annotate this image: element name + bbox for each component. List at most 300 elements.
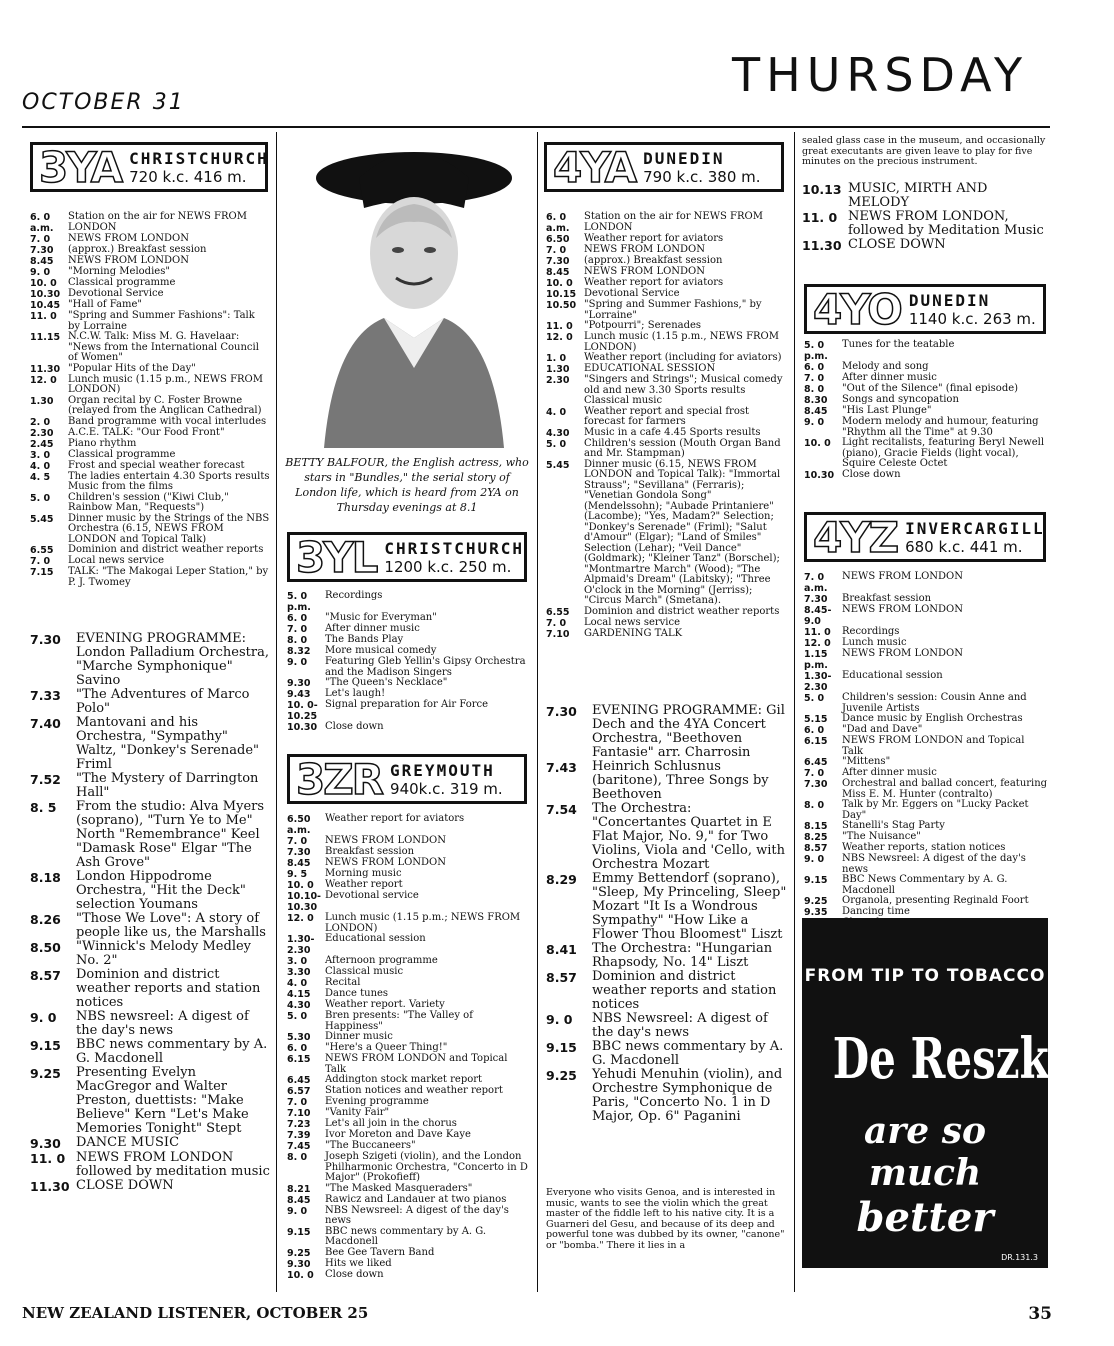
programme-time: 6. 0 [804, 362, 825, 373]
programme-title: Lunch music (1.15 p.m., NEWS FROM LONDON) [584, 331, 779, 353]
programme-list-4ya [546, 212, 788, 640]
programme-title: Emmy Bettendorf (soprano), "Sleep, My Princeling, Sleep" Mozart "It Is a Wondrous Sympathy" "How Like a Flower Thou Bloomest" Liszt [592, 871, 787, 942]
programme-title: "Dad and Dave" [842, 724, 923, 735]
programme-title: Dominion and district weather reports and station notices [592, 969, 777, 1012]
programme-entry [804, 572, 1048, 594]
programme-entry [30, 1136, 270, 1151]
station-logo-3yl: 3YL CHRISTCHURCH 1200 k.c. 250 m. [287, 532, 527, 582]
programme-entry [30, 716, 270, 772]
programme-title: Recital [325, 977, 361, 988]
programme-title: Classical music [325, 966, 404, 977]
programme-entry [30, 375, 270, 396]
programme-time: 9.30 [30, 1136, 61, 1151]
programme-title: Devotional Service [584, 288, 680, 299]
programme-time: 11. 0 [802, 210, 838, 225]
programme-time: 8.45 [546, 267, 570, 278]
programme-title: NEWS FROM LONDON [842, 604, 963, 615]
programme-time: 9. 0 [287, 657, 308, 668]
programme-time: 10.15 [546, 289, 577, 300]
programme-time: 8. 0 [804, 384, 825, 395]
programme-title: Yehudi Menuhin (violin), and Orchestre Symphonique de Paris, "Concerto No. 1 in D Major, Op. 6" Paganini [592, 1067, 783, 1124]
programme-title: "Out of the Silence" (final episode) [842, 383, 1019, 394]
programme-title: Organ recital by C. Foster Browne (relayed from the Anglican Cathedral) [68, 394, 262, 416]
programme-entry [804, 907, 1048, 918]
programme-title: After dinner music [842, 372, 937, 383]
programme-entry [546, 760, 788, 802]
programme-time: 11.30 [802, 238, 842, 253]
programme-title: Close down [842, 468, 901, 480]
programme-title: "Winnick's Melody Medley No. 2" [76, 939, 252, 968]
station-logo-4ya: 4YA DUNEDIN 790 k.c. 380 m. [544, 142, 784, 192]
programme-time: 9.15 [546, 1040, 577, 1055]
programme-time: 8. 5 [30, 800, 57, 815]
programme-title: Melody and song [842, 361, 929, 372]
programme-entry [30, 461, 270, 472]
programme-entry [287, 1097, 531, 1108]
programme-entry [546, 942, 788, 970]
programme-title: Children's session: Cousin Anne and Juvenile Artists [842, 692, 1027, 714]
programme-time: 8.29 [546, 872, 577, 887]
programme-entry [30, 417, 270, 428]
programme-time: 7.45 [287, 1141, 311, 1152]
programme-time: 6.15 [287, 1054, 311, 1065]
programme-time: 8.18 [30, 870, 61, 885]
programme-entry [546, 802, 788, 872]
programme-time: 10.30 [30, 289, 61, 300]
programme-time: 6. 0 [804, 725, 825, 736]
programme-time: 8.15 [804, 821, 828, 832]
programme-time: 6.45 [804, 757, 828, 768]
programme-time: 11.15 [30, 332, 61, 343]
programme-time: 2.30 [30, 427, 54, 439]
programme-time: 5.15 [804, 714, 828, 725]
programme-title: NEWS FROM LONDON [325, 835, 446, 846]
programme-time: 9.30 [287, 1258, 311, 1270]
programme-title: EVENING PROGRAMME: London Palladium Orchestra, "Marche Symphonique" Savino [76, 631, 269, 688]
programme-time: 7. 0 [30, 234, 51, 245]
programme-title: Stanelli's Stag Party [842, 820, 945, 831]
programme-title: Close down [325, 721, 384, 732]
programme-title: NEWS FROM LONDON [584, 244, 705, 255]
programme-time: 7. 0 [287, 624, 308, 635]
column-divider [794, 132, 795, 1292]
programme-entry [30, 1151, 270, 1179]
programme-title: Lunch music (1.15 p.m., NEWS FROM LONDON) [68, 373, 263, 395]
programme-title: Dinner music by the Strings of the NBS Orchestra (6.15, NEWS FROM LONDON and Topical Talk) [68, 512, 270, 545]
programme-title: Music in a cafe 4.45 Sports results [584, 426, 761, 438]
programme-time: 6.15 [804, 736, 828, 747]
programme-time: 10.30 [804, 469, 835, 481]
programme-entry [30, 439, 270, 450]
programme-entry [287, 1248, 531, 1259]
date-heading: OCTOBER 31 [22, 90, 185, 115]
programme-entry [30, 1179, 270, 1194]
programme-title: Weather report for aviators [584, 233, 724, 244]
ad-line2: are so much [863, 1110, 986, 1194]
programme-time: 5.45 [546, 459, 570, 471]
programme-time: 9. 0 [30, 1010, 57, 1025]
programme-time: 5. 0 [287, 1011, 308, 1022]
programme-entry [30, 332, 270, 364]
programme-title: "Those We Love": A story of people like us, the Marshalls [76, 911, 266, 940]
programme-title: "Potpourri"; Serenades [584, 320, 702, 331]
programme-entry [287, 814, 531, 836]
programme-entry [287, 624, 531, 635]
programme-title: BBC news commentary by A. G. Macdonell [592, 1039, 784, 1068]
programme-title: London Hippodrome Orchestra, "Hit the Deck" selection Youmans [76, 869, 246, 912]
programme-entry [802, 238, 1050, 253]
programme-time: 6. 0 [287, 1043, 308, 1054]
programme-entry [804, 671, 1048, 693]
programme-title: Recordings [842, 626, 900, 637]
header-rule [22, 126, 1050, 128]
programme-time: 7. 0 [546, 617, 567, 629]
programme-title: Bren presents: "The Valley of Happiness" [325, 1010, 473, 1032]
programme-time: 7. 0 [30, 556, 51, 567]
programme-entry [804, 736, 1048, 757]
programme-title: EDUCATIONAL SESSION [584, 363, 716, 374]
programme-title: "The Mystery of Darrington Hall" [76, 771, 259, 800]
programme-entry [287, 1184, 531, 1195]
programme-entry [804, 854, 1048, 875]
programme-title: More musical comedy [325, 645, 437, 656]
programme-time: 10. 0 [30, 278, 57, 289]
programme-entry [287, 591, 531, 613]
programme-entry [30, 212, 270, 234]
programme-time: 10.13 [802, 182, 842, 197]
programme-time: 4.15 [287, 989, 311, 1000]
programme-time: 1.30 [546, 364, 570, 375]
ad-line3: better [856, 1194, 994, 1241]
programme-entry [804, 417, 1048, 438]
programme-entry [287, 956, 531, 967]
programme-title: From the studio: Alva Myers (soprano), "Turn Ye to Me" North "Remembrance" Keel "Damask Rose" Elgar "The Ash Grove" [76, 799, 265, 870]
programme-time: 7.30 [287, 847, 311, 858]
programme-entry [546, 428, 788, 439]
programme-time: 6.50 a.m. [287, 814, 311, 836]
closing-list-4ya [802, 182, 1050, 253]
programme-title: Close down [325, 1268, 384, 1280]
programme-entry [546, 212, 788, 234]
programme-time: 9.25 [30, 1066, 61, 1081]
programme-title: EVENING PROGRAMME: Gil Dech and the 4YA Concert Orchestra, "Beethoven Fantasie" arr. Charrosin [592, 703, 785, 760]
portrait-photo [314, 138, 514, 448]
programme-time: 9. 5 [287, 869, 308, 880]
programme-title: Ivor Moreton and Dave Kaye [325, 1129, 471, 1140]
programme-entry [30, 311, 270, 332]
programme-title: After dinner music [325, 623, 420, 634]
programme-entry [804, 470, 1048, 481]
programme-entry [30, 493, 270, 514]
programme-title: Piano rhythm [68, 437, 137, 449]
programme-entry [30, 968, 270, 1010]
programme-entry [804, 896, 1048, 907]
programme-entry [30, 1010, 270, 1038]
programme-title: CLOSE DOWN [76, 1178, 174, 1193]
programme-title: CLOSE DOWN [848, 237, 946, 252]
programme-entry [287, 1270, 531, 1281]
programme-list-4yz [804, 572, 1048, 929]
programme-title: Afternoon programme [325, 955, 438, 966]
programme-time: 9. 0 [30, 267, 51, 278]
programme-time: 10.30 [287, 722, 318, 733]
programme-time: 6. 0 a.m. [546, 212, 570, 234]
programme-time: 7. 0 a.m. [804, 572, 828, 594]
programme-time: 4. 0 [30, 460, 51, 472]
footer-publication: NEW ZEALAND LISTENER, OCTOBER 25 [22, 1304, 369, 1322]
programme-time: 8.45 [287, 1194, 311, 1206]
programme-time: 11.30 [30, 363, 61, 375]
programme-entry [804, 438, 1048, 470]
programme-title: Mantovani and his Orchestra, "Sympathy" Waltz, "Donkey's Serenade" Friml [76, 715, 259, 772]
programme-entry [287, 967, 531, 978]
programme-time: 9.43 [287, 689, 311, 700]
programme-time: 5. 0 [30, 492, 51, 504]
programme-time: 8.45 [804, 406, 828, 417]
programme-time: 1.30 [30, 395, 54, 407]
programme-entry [30, 289, 270, 300]
programme-title: BBC News Commentary by A. G. Macdonell [842, 874, 1008, 896]
programme-title: Frost and special weather forecast [68, 459, 245, 471]
programme-time: 9.15 [804, 875, 828, 886]
programme-entry [30, 870, 270, 912]
programme-time: 4. 0 [287, 978, 308, 989]
programme-title: "Popular Hits of the Day" [68, 362, 196, 374]
programme-time: 10. 0 [804, 438, 831, 449]
programme-title: Devotional Service [68, 288, 164, 299]
programme-time: 8.45 [287, 858, 311, 869]
programme-time: 9. 0 [804, 417, 825, 428]
programme-title: MUSIC, MIRTH AND MELODY [848, 181, 988, 210]
programme-title: "Music for Everyman" [325, 612, 437, 623]
programme-title: "Mittens" [842, 756, 891, 767]
programme-title: Weather report for aviators [325, 813, 465, 824]
programme-title: Station on the air for NEWS FROM LONDON [584, 211, 763, 233]
programme-time: 7.39 [287, 1130, 311, 1141]
programme-entry [546, 970, 788, 1012]
programme-title: NEWS FROM LONDON [842, 648, 963, 659]
programme-title: Educational session [325, 933, 426, 944]
programme-time: 9.25 [546, 1068, 577, 1083]
programme-title: NEWS FROM LONDON and Topical Talk [842, 735, 1025, 757]
programme-entry [30, 364, 270, 375]
programme-time: 8.21 [287, 1183, 311, 1195]
programme-time: 7.23 [287, 1119, 311, 1130]
programme-entry [804, 340, 1048, 362]
programme-title: "The Queen's Necklace" [325, 677, 448, 688]
programme-entry [804, 627, 1048, 638]
programme-title: Addington stock market report [325, 1074, 483, 1085]
programme-title: "The Nuisance" [842, 831, 921, 842]
programme-title: Recordings [325, 590, 383, 601]
programme-entry [802, 210, 1050, 238]
programme-time: 10. 0 [287, 880, 314, 891]
programme-title: Children's session (Mouth Organ Band and Mr. Stampman) [584, 437, 781, 459]
programme-title: (approx.) Breakfast session [68, 244, 207, 255]
programme-title: Weather report for aviators [584, 277, 724, 288]
programme-title: Orchestral and ballad concert, featuring Miss E. M. Hunter (contralto) [842, 778, 1048, 800]
programme-time: 8.26 [30, 912, 61, 927]
programme-time: 10. 0-10.25 [287, 700, 318, 722]
programme-time: 7.52 [30, 772, 61, 787]
programme-entry [30, 428, 270, 439]
programme-time: 7. 0 [546, 245, 567, 256]
programme-title: Lunch music [842, 637, 907, 648]
programme-time: 8.50 [30, 940, 61, 955]
programme-entry [287, 657, 531, 678]
programme-title: Dominion and district weather reports [68, 544, 264, 555]
programme-time: 9.15 [30, 1038, 61, 1053]
station-logo-3zr: 3ZR GREYMOUTH 940k.c. 319 m. [287, 754, 527, 804]
programme-title: "Spring and Summer Fashions," by "Lorraine" [584, 299, 762, 321]
programme-time: 11. 0 [30, 1151, 66, 1166]
ad-code: DR.131.3 [1001, 1253, 1038, 1262]
programme-time: 1.30-2.30 [287, 934, 315, 956]
programme-title: DANCE MUSIC [76, 1135, 180, 1150]
column-divider [537, 132, 538, 1292]
programme-entry [804, 779, 1048, 800]
programme-title: Weather report [325, 879, 403, 890]
programme-entry [546, 629, 788, 640]
programme-entry [287, 1011, 531, 1032]
programme-entry [804, 714, 1048, 725]
programme-title: Organola, presenting Reginald Foort [842, 895, 1029, 906]
programme-time: 8.41 [546, 942, 577, 957]
programme-list-4yo [804, 340, 1048, 481]
programme-time: 8.57 [546, 970, 577, 985]
programme-time: 7.30 [804, 779, 828, 790]
programme-time: 6. 0 a.m. [30, 212, 54, 234]
ad-brand: De Reszke [832, 1026, 1076, 1092]
programme-time: 8. 0 [804, 800, 825, 811]
programme-list-3zr [287, 814, 531, 1281]
evening-list-4ya [546, 704, 788, 1124]
programme-time: 6. 0 [287, 613, 308, 624]
programme-time: 5. 0 p.m. [287, 591, 311, 613]
programme-title: Heinrich Schlusnus (baritone), Three Songs by Beethoven [592, 759, 769, 802]
programme-time: 9.25 [287, 1247, 311, 1259]
programme-entry [30, 1038, 270, 1066]
programme-time: 7.40 [30, 716, 61, 731]
genoa-note: Everyone who visits Genoa, and is interested in music, wants to see the violin which the great master of the fiddle left to his native city. It is a Guarneri del Gesu, and because of its deep and powerful tone was dubbed by its owner, "canone" or "bomba." There it lies in a [546, 1187, 785, 1251]
programme-time: 7. 0 [804, 768, 825, 779]
programme-title: The Bands Play [325, 634, 404, 645]
programme-title: Featuring Gleb Yellin's Gipsy Orchestra and the Madison Singers [325, 656, 526, 678]
de-reszke-advert [802, 918, 1076, 1268]
programme-time: 7.54 [546, 802, 577, 817]
programme-entry [30, 940, 270, 968]
station-logo-4yo: 4YO DUNEDIN 1140 k.c. 263 m. [804, 284, 1046, 334]
programme-entry [287, 978, 531, 989]
programme-entry [802, 182, 1050, 210]
programme-entry [287, 934, 531, 956]
programme-title: Dance tunes [325, 988, 389, 999]
programme-title: "The Buccaneers" [325, 1140, 416, 1151]
programme-title: Weather report. Variety [325, 999, 445, 1010]
programme-time: 8.57 [30, 968, 61, 983]
programme-title: The ladies entertain 4.30 Sports results Music from the films [68, 470, 270, 492]
programme-time: 9. 0 [546, 1012, 573, 1027]
programme-time: 3. 0 [30, 449, 51, 461]
programme-entry [546, 872, 788, 942]
programme-title: BBC news commentary by A. G. Macdonell [325, 1225, 487, 1247]
programme-title: Let's all join in the chorus [325, 1118, 457, 1129]
programme-title: NBS Newsreel: A digest of the day's news [325, 1204, 509, 1226]
programme-title: A.C.E. TALK: "Our Food Front" [68, 426, 225, 438]
programme-time: 8.30 [804, 395, 828, 406]
programme-title: BBC news commentary by A. G. Macdonell [76, 1037, 268, 1066]
programme-time: 7. 0 [287, 1097, 308, 1108]
programme-time: 5. 0 [804, 693, 825, 704]
programme-title: "Morning Melodies" [68, 266, 170, 277]
evening-list-3ya [30, 632, 270, 1194]
programme-entry [30, 688, 270, 716]
programme-entry [287, 722, 531, 733]
programme-time: 7.30 [804, 594, 828, 605]
programme-time: 9. 0 [804, 854, 825, 865]
programme-title: Morning music [325, 868, 402, 879]
programme-title: Rawicz and Landauer at two pianos [325, 1193, 507, 1205]
programme-time: 6.57 [287, 1086, 311, 1097]
programme-time: 10. 0 [546, 278, 573, 289]
programme-time: 1.30-2.30 [804, 671, 832, 693]
programme-entry [30, 1066, 270, 1136]
programme-time: 8.45 [30, 256, 54, 267]
programme-entry [30, 450, 270, 461]
programme-title: Local news service [68, 555, 165, 566]
programme-entry [804, 649, 1048, 671]
programme-time: 12. 0 [804, 638, 831, 649]
programme-title: Lunch music (1.15 p.m.; NEWS FROM LONDON) [325, 912, 521, 934]
programme-title: Talk by Mr. Eggers on "Lucky Packet Day" [842, 799, 1029, 821]
programme-title: Station notices and weather report [325, 1085, 503, 1096]
programme-title: Classical programme [68, 277, 176, 288]
column-divider [276, 132, 277, 1292]
programme-time: 9.25 [804, 896, 828, 907]
programme-title: "Vanity Fair" [325, 1107, 390, 1118]
programme-entry [546, 704, 788, 760]
programme-entry [30, 396, 270, 417]
programme-title: Modern melody and humour, featuring "Rhythm all the Time" at 9.30 [842, 416, 1039, 438]
programme-entry [546, 375, 788, 407]
programme-time: 4. 0 [546, 406, 567, 418]
programme-title: Dominion and district weather reports and station notices [76, 967, 261, 1010]
programme-title: After dinner music [842, 767, 937, 778]
programme-title: NEWS FROM LONDON [584, 266, 705, 277]
programme-list-3ya [30, 212, 270, 588]
day-heading: THURSDAY [732, 48, 1029, 102]
programme-title: Dominion and district weather reports [584, 605, 780, 617]
programme-entry [287, 1206, 531, 1227]
programme-time: 7.30 [30, 245, 54, 256]
programme-time: 1. 0 [546, 353, 567, 364]
programme-time: 4.30 [287, 1000, 311, 1011]
station-logo-3ya: 3YA CHRISTCHURCH 720 k.c. 416 m. [30, 142, 268, 192]
programme-time: 6.50 [546, 234, 570, 245]
programme-entry [546, 332, 788, 353]
programme-title: GARDENING TALK [584, 627, 683, 639]
programme-title: Children's session ("Kiwi Club," Rainbow Man, "Requests") [68, 491, 229, 513]
programme-time: 11. 0 [804, 627, 831, 638]
programme-entry [287, 1152, 531, 1184]
programme-title: Devotional service [325, 890, 419, 901]
programme-entry [287, 858, 531, 869]
programme-title: Signal preparation for Air Force [325, 699, 489, 710]
station-logo-4yz: 4YZ INVERCARGILL 680 k.c. 441 m. [804, 512, 1046, 562]
programme-title: Joseph Szigeti (violin), and the London Philharmonic Orchestra, "Concerto in D Major" (Prokofieff) [325, 1151, 528, 1183]
programme-time: 4.30 [546, 427, 570, 439]
programme-time: 9.35 [804, 907, 828, 918]
